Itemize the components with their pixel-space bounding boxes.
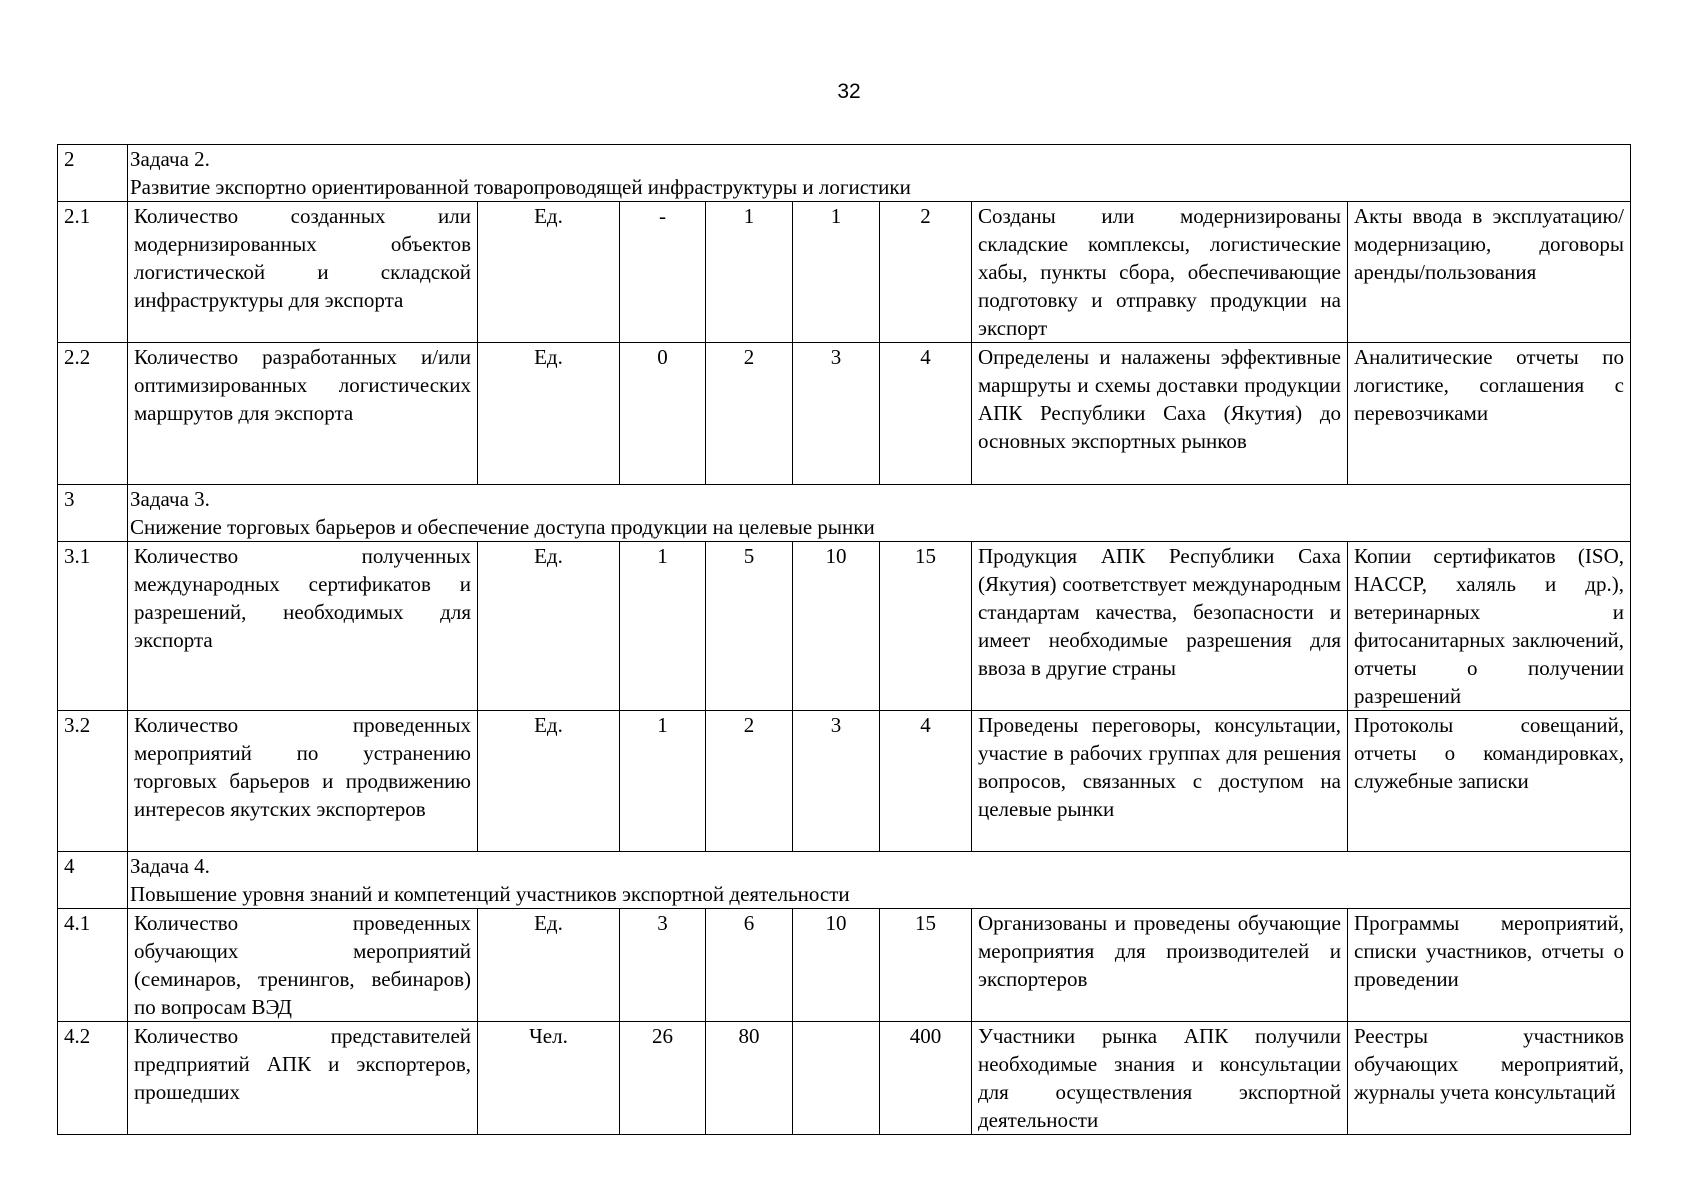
confirmation-cell: Реестры участников обучающих мероприятий, журналы учета консультаций [1348, 1022, 1631, 1135]
result-cell: Организованы и проведены обучающие мероприятия для производителей и экспортеров [972, 909, 1348, 1022]
row-number: 3.1 [58, 542, 128, 711]
table-row [58, 711, 1631, 852]
page-number: 32 [837, 80, 861, 103]
value-cell: 3 [793, 343, 880, 485]
indicator-cell: Количество разработанных и/или оптимизированных логистических маршрутов для экспорта [128, 343, 478, 485]
indicator-cell: Количество созданных или модернизированных объектов логистической и складской инфраструктуры для экспорта [128, 202, 478, 343]
value-cell: 1 [793, 202, 880, 343]
task-header-row [58, 145, 1631, 202]
value-cell [793, 1022, 880, 1135]
value-cell: 1 [706, 202, 793, 343]
task-subtitle: Снижение торговых барьеров и обеспечение доступа продукции на целевые рынки [130, 515, 875, 539]
task-title-cell [128, 852, 1631, 909]
unit-cell: Ед. [478, 343, 620, 485]
base-value-cell: 1 [620, 711, 706, 852]
indicator-cell: Количество проведенных мероприятий по устранению торговых барьеров и продвижению интересов якутских экспортеров [128, 711, 478, 852]
task-title: Задача 3. [130, 487, 210, 511]
indicator-cell: Количество полученных международных сертификатов и разрешений, необходимых для экспорта [128, 542, 478, 711]
task-number: 4 [58, 852, 128, 909]
unit-cell: Ед. [478, 542, 620, 711]
unit-cell: Ед. [478, 202, 620, 343]
value-cell: 2 [706, 343, 793, 485]
task-number: 2 [58, 145, 128, 202]
task-subtitle: Повышение уровня знаний и компетенций участников экспортной деятельности [130, 882, 850, 906]
value-cell: 6 [706, 909, 793, 1022]
base-value-cell: 26 [620, 1022, 706, 1135]
row-number: 3.2 [58, 711, 128, 852]
value-cell: 15 [880, 542, 972, 711]
value-cell: 4 [880, 343, 972, 485]
indicators-table [57, 144, 1631, 1135]
table-row [58, 542, 1631, 711]
value-cell: 10 [793, 909, 880, 1022]
result-cell: Участники рынка АПК получили необходимые знания и консультации для осуществления экспортной деятельности [972, 1022, 1348, 1135]
indicator-cell: Количество представителей предприятий АПК и экспортеров, прошедших [128, 1022, 478, 1135]
task-title-cell [128, 485, 1631, 542]
unit-cell: Ед. [478, 711, 620, 852]
table-row [58, 1022, 1631, 1135]
value-cell: 4 [880, 711, 972, 852]
value-cell: 3 [793, 711, 880, 852]
unit-cell: Чел. [478, 1022, 620, 1135]
task-header-row [58, 485, 1631, 542]
task-number: 3 [58, 485, 128, 542]
value-cell: 10 [793, 542, 880, 711]
value-cell: 2 [880, 202, 972, 343]
result-cell: Проведены переговоры, консультации, участие в рабочих группах для решения вопросов, связанных с доступом на целевые рынки [972, 711, 1348, 852]
task-subtitle: Развитие экспортно ориентированной товаропроводящей инфраструктуры и логистики [130, 175, 911, 199]
base-value-cell: 0 [620, 343, 706, 485]
value-cell: 2 [706, 711, 793, 852]
table-row [58, 343, 1631, 485]
confirmation-cell: Акты ввода в эксплуатацию/модернизацию, договоры аренды/пользования [1348, 202, 1631, 343]
result-cell: Продукция АПК Республики Саха (Якутия) соответствует международным стандартам качества, безопасности и имеет необходимые разрешения для ввоза в другие страны [972, 542, 1348, 711]
result-cell: Созданы или модернизированы складские комплексы, логистические хабы, пункты сбора, обеспечивающие подготовку и отправку продукции на экспорт [972, 202, 1348, 343]
table-row [58, 202, 1631, 343]
row-number: 2.2 [58, 343, 128, 485]
task-title: Задача 2. [130, 147, 210, 171]
base-value-cell: 3 [620, 909, 706, 1022]
task-title: Задача 4. [130, 854, 210, 878]
confirmation-cell: Протоколы совещаний, отчеты о командировках, служебные записки [1348, 711, 1631, 852]
result-cell: Определены и налажены эффективные маршруты и схемы доставки продукции АПК Республики Саха (Якутия) до основных экспортных рынков [972, 343, 1348, 485]
confirmation-cell: Аналитические отчеты по логистике, соглашения с перевозчиками [1348, 343, 1631, 485]
value-cell: 400 [880, 1022, 972, 1135]
confirmation-cell: Программы мероприятий, списки участников, отчеты о проведении [1348, 909, 1631, 1022]
base-value-cell: 1 [620, 542, 706, 711]
base-value-cell: - [620, 202, 706, 343]
table-row [58, 909, 1631, 1022]
value-cell: 5 [706, 542, 793, 711]
task-title-cell [128, 145, 1631, 202]
row-number: 2.1 [58, 202, 128, 343]
task-header-row [58, 852, 1631, 909]
confirmation-cell: Копии сертификатов (ISO, HACCP, халяль и др.), ветеринарных и фитосанитарных заключений, отчеты о получении разрешений [1348, 542, 1631, 711]
row-number: 4.2 [58, 1022, 128, 1135]
value-cell: 80 [706, 1022, 793, 1135]
row-number: 4.1 [58, 909, 128, 1022]
indicator-cell: Количество проведенных обучающих мероприятий (семинаров, тренингов, вебинаров) по вопросам ВЭД [128, 909, 478, 1022]
unit-cell: Ед. [478, 909, 620, 1022]
value-cell: 15 [880, 909, 972, 1022]
